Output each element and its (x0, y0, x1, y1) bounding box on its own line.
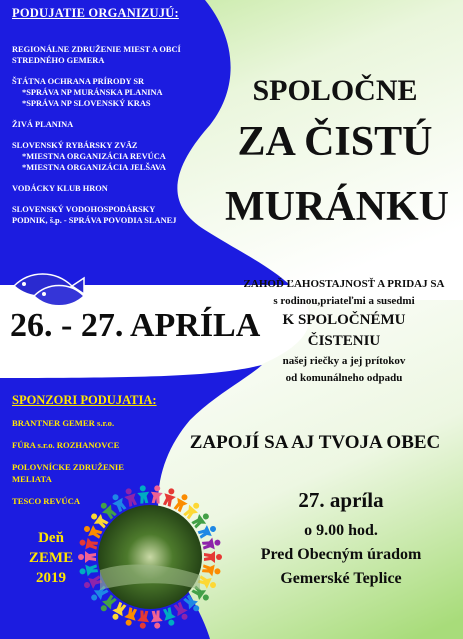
organizer-item (12, 44, 192, 66)
message-line-5: našej riečky a jej prítokov (282, 355, 406, 367)
organizer-line: PODNIK, š.p. - SPRÁVA POVODIA SLANEJ (12, 215, 177, 225)
organizer-item (12, 119, 192, 130)
join-heading: ZAPOJÍ SA AJ TVOJA OBEC (189, 432, 441, 453)
organizer-subline: *SPRÁVA NP MURÁNSKA PLANINA (22, 88, 163, 98)
organizer-item (12, 76, 192, 110)
sponsors-list (12, 418, 132, 518)
event-dates: 26. - 27. APRÍLA (10, 307, 261, 344)
title-line-3: MURÁNKU (225, 184, 449, 230)
message-line-3: K SPOLOČNÉMU (282, 312, 406, 328)
organizer-subline: *SPRÁVA NP SLOVENSKÝ KRAS (22, 99, 151, 109)
organizer-line: ŠTÁTNA OCHRANA PRÍRODY SR (12, 76, 145, 86)
organizer-line: STREDNÉHO GEMERA (12, 56, 105, 66)
title-line-1: SPOLOČNE (252, 74, 418, 107)
organizer-subline: *MIESTNA ORGANIZÁCIA JELŠAVA (22, 163, 166, 173)
sponsor-item (12, 462, 132, 484)
sponsor-line: POLOVNÍCKE ZDRUŽENIE (12, 462, 124, 473)
organizer-item (12, 140, 192, 174)
event-place-1: Pred Obecným úradom (260, 546, 422, 563)
organizer-line: ŽIVÁ PLANINA (12, 120, 74, 130)
organizer-line: REGIONÁLNE ZDRUŽENIE MIEST A OBCÍ (12, 45, 181, 54)
event-date: 27. apríla (298, 488, 384, 512)
sponsors-heading: SPONZORI PODUJATIA: (12, 393, 157, 407)
sponsor-line: BRANTNER GEMER s.r.o. (12, 418, 115, 428)
earth-day-line-3: 2019 (36, 570, 66, 586)
sponsor-line: MELIATA (12, 473, 52, 484)
sponsor-item (12, 496, 132, 507)
earth-day-label (26, 528, 76, 588)
event-time: o 9.00 hod. (304, 522, 378, 539)
sponsor-item (12, 440, 132, 451)
sponsor-item (12, 418, 132, 429)
message-line-1: ZAHOĎ ĽAHOSTAJNOSŤ A PRIDAJ SA (243, 278, 445, 290)
organizer-line: VODÁCKY KLUB HRON (12, 183, 108, 193)
organizers-list (12, 44, 192, 235)
organizer-item (12, 204, 192, 226)
message-line-2: s rodinou,priateľmi a susedmi (273, 295, 415, 307)
title-line-2: ZA ČISTÚ (237, 119, 433, 165)
earth-day-line-2: ZEME (28, 550, 74, 566)
river-photo (98, 505, 202, 609)
message-line-6: od komunálneho odpadu (285, 372, 403, 384)
event-place-2: Gemerské Teplice (280, 570, 402, 587)
sponsor-line: FÚRA s.r.o. ROZHANOVCE (12, 440, 120, 451)
sponsor-line: TESCO REVÚCA (12, 495, 81, 506)
organizer-line: SLOVENSKÝ RYBÁRSKY ZVÄZ (12, 140, 138, 150)
organizer-item (12, 183, 192, 194)
message-line-4: ČISTENIU (307, 333, 381, 349)
organizers-heading: PODUJATIE ORGANIZUJÚ: (12, 6, 179, 20)
earth-day-line-1: Deň (38, 530, 64, 546)
organizer-subline: *MIESTNA ORGANIZÁCIA REVÚCA (22, 151, 166, 161)
organizer-line: SLOVENSKÝ VODOHOSPODÁRSKY (12, 204, 156, 214)
